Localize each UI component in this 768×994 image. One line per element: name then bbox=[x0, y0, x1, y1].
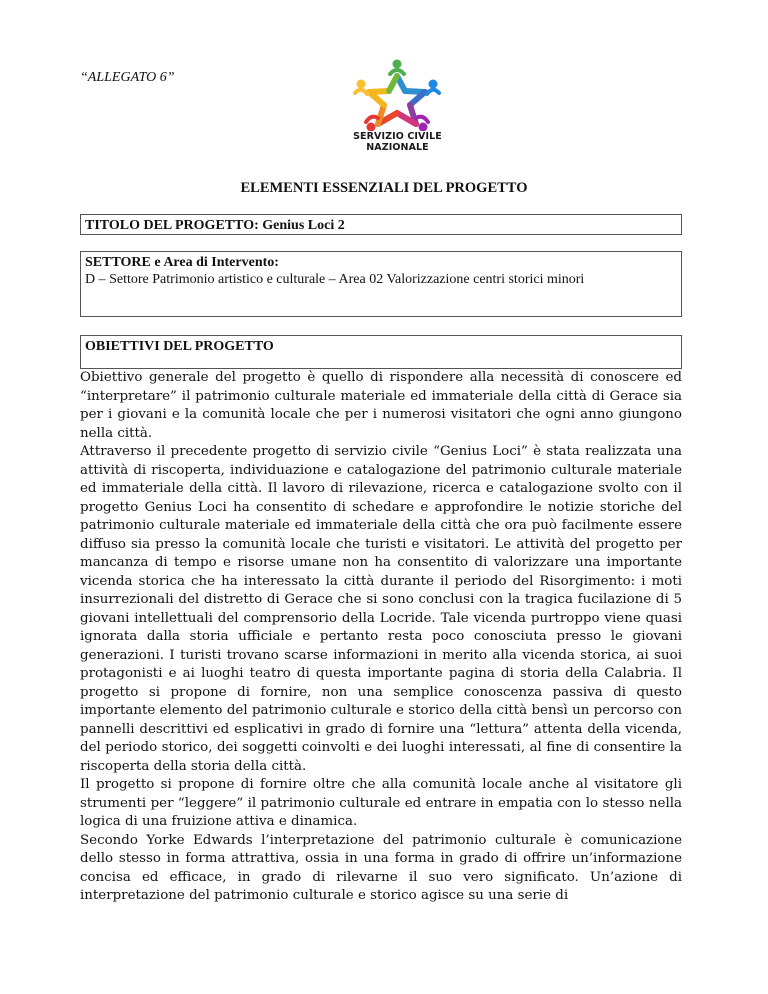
settore-box bbox=[80, 251, 682, 317]
allegato-label: “ALLEGATO 6” bbox=[80, 70, 175, 85]
logo-line-1: SERVIZIO CIVILE bbox=[353, 131, 442, 142]
paragraph: Obiettivo generale del progetto è quello di rispondere alla necessità di conoscere ed “interpretare” il patrimonio culturale materiale ed immateriale della città di Gerace sia per i giovani e la comunità locale che per i numerosi visitatori che ogni anno giungono nella città. bbox=[80, 370, 682, 441]
paragraph: Il progetto si propone di fornire oltre che alla comunità locale anche al visitatore gli strumenti per “leggere” il patrimonio culturale ed entrare in empatia con lo stesso nella logica di una fruizione attiva e dinamica. bbox=[80, 777, 682, 829]
paragraph: Secondo Yorke Edwards l’interpretazione del patrimonio culturale è comunicazione dello stesso in forma attrattiva, ossia in una forma in grado di offrire un’informazione concisa ed efficace, in grado di rilevarne il suo vero significato. Un’azione di interpretazione del patrimonio culturale e storico agisce su una serie di bbox=[80, 832, 682, 903]
servizio-civile-logo bbox=[350, 56, 445, 166]
settore-label: SETTORE e Area di Intervento: bbox=[85, 255, 279, 270]
paragraph: Attraverso il precedente progetto di servizio civile “Genius Loci” è stata realizzata una attività di riscoperta, individuazione e catalogazione del patrimonio culturale materiale ed immateriale della città. Il lavoro di rilevazione, ricerca e catalogazione svolto con il progetto Genius Loci ha consentito di schedare e approfondire le notizie storiche del patrimonio culturale materiale ed immateriale della città che ora può facilmente essere diffuso sia presso la comunità locale che turisti e visitatori. Le attività del progetto per mancanza di tempo e risorse umane non ha consentito di valorizzare una importante vicenda storica che ha interessato la città durante il periodo del Risorgimento: i moti insurrezionali del distretto di Gerace che si sono conclusi con la tragica fucilazione di 5 giovani intellettuali del comprensorio della Locride. Tale vicenda purtroppo viene quasi ignorata dalla storia ufficiale e pertanto resta poco conosciuta presso le giovani generazioni. I turisti trovano scarse informazioni in merito alla vicenda storica, ai suoi protagonisti e ai luoghi teatro di questa importante pagina di storia della Calabria. Il progetto si propone di fornire, non una semplice conoscenza passiva di questo importante elemento del patrimonio culturale e storico della città bensì un percorso con pannelli descrittivi ed esplicativi in grado di fornire una “lettura” attenta della vicenda, del periodo storico, dei soggetti coinvolti e dei luoghi interessati, al fine di consentire la riscoperta della storia della città. bbox=[80, 444, 682, 774]
logo-line-2: NAZIONALE bbox=[366, 142, 429, 153]
body-text bbox=[80, 369, 682, 906]
obiettivi-box bbox=[80, 335, 682, 369]
titolo-progetto-box bbox=[80, 214, 682, 235]
document-title: ELEMENTI ESSENZIALI DEL PROGETTO bbox=[240, 180, 528, 196]
obiettivi-label: OBIETTIVI DEL PROGETTO bbox=[85, 339, 274, 354]
settore-value: D – Settore Patrimonio artistico e culturale – Area 02 Valorizzazione centri storici minori bbox=[85, 272, 585, 287]
star-people-icon bbox=[350, 56, 445, 131]
titolo-progetto-label: TITOLO DEL PROGETTO: Genius Loci 2 bbox=[85, 218, 345, 233]
